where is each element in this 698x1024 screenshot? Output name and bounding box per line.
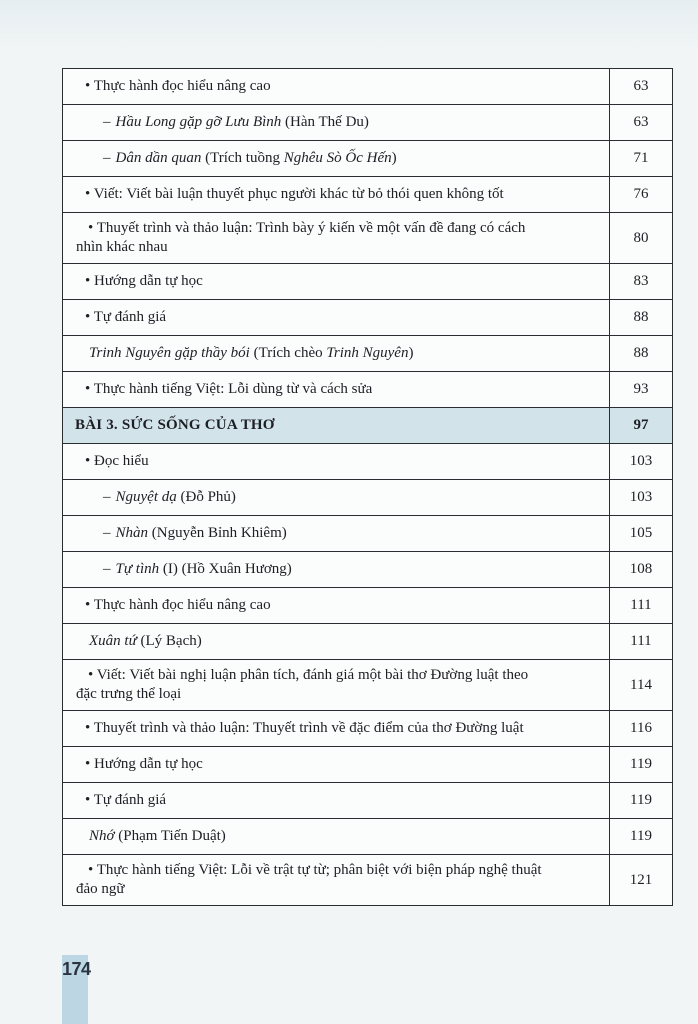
toc-row[interactable] xyxy=(63,624,673,660)
toc-entry-text: Thuyết trình và thảo luận: Thuyết trình về đặc điểm của thơ Đường luật xyxy=(93,720,524,736)
work-title: Trinh Nguyên gặp thầy bói xyxy=(89,345,250,361)
toc-entry-text: Hướng dẫn tự học xyxy=(94,273,203,289)
toc-row[interactable] xyxy=(63,711,673,747)
toc-page-number: 88 xyxy=(610,336,673,372)
dash-icon: – xyxy=(103,150,111,166)
toc-page-number: 88 xyxy=(610,300,673,336)
work-source: (Trích chèo xyxy=(249,345,327,361)
work-title: Xuân tứ xyxy=(89,633,137,649)
work-title: Tự tình xyxy=(115,561,160,577)
section-heading: BÀI 3. SỨC SỐNG CỦA THƠ xyxy=(63,408,610,444)
toc-page-number: 93 xyxy=(610,372,673,408)
toc-entry xyxy=(63,480,610,516)
bullet-icon: • xyxy=(85,720,91,736)
toc-row[interactable] xyxy=(63,516,673,552)
bullet-icon: • xyxy=(85,78,91,94)
toc-entry-text: Thuyết trình và thảo luận: Trình bày ý kiến về một vấn đề đang có cách xyxy=(96,220,526,236)
toc-entry-text: Tự đánh giá xyxy=(93,792,167,808)
toc-entry-text: Viết: Viết bài luận thuyết phục người khác từ bỏ thói quen không tốt xyxy=(93,186,504,202)
toc-entry-text-cont: nhìn khác nhau xyxy=(76,239,168,255)
page-number: 174 xyxy=(62,959,91,979)
toc-row[interactable] xyxy=(63,783,673,819)
bullet-icon: • xyxy=(85,453,91,469)
toc-entry xyxy=(63,300,610,336)
toc-row[interactable] xyxy=(63,372,673,408)
toc-row[interactable] xyxy=(63,552,673,588)
dash-icon: – xyxy=(103,489,111,505)
toc-row[interactable] xyxy=(63,588,673,624)
work-title: Nguyệt dạ xyxy=(115,489,177,505)
toc-page-number: 116 xyxy=(610,711,673,747)
toc-page-number: 114 xyxy=(610,660,673,711)
dash-icon: – xyxy=(103,561,111,577)
toc-page-number: 111 xyxy=(610,588,673,624)
toc-page-number: 108 xyxy=(610,552,673,588)
bullet-icon: • xyxy=(85,273,91,289)
toc-page-number: 105 xyxy=(610,516,673,552)
work-source-close: ) xyxy=(408,345,414,361)
work-author: (Đỗ Phủ) xyxy=(176,489,236,505)
toc-row[interactable] xyxy=(63,177,673,213)
work-author: (Lý Bạch) xyxy=(136,633,202,649)
toc-entry-text: Đọc hiểu xyxy=(94,453,149,469)
toc-entry-text: Thực hành đọc hiểu nâng cao xyxy=(93,78,271,94)
work-title: Hầu Long gặp gỡ Lưu Bình xyxy=(115,114,282,130)
bullet-icon: • xyxy=(85,186,91,202)
work-author: (I) (Hồ Xuân Hương) xyxy=(159,561,292,577)
toc-page-number: 83 xyxy=(610,264,673,300)
toc-entry xyxy=(63,516,610,552)
bullet-icon: • xyxy=(85,309,91,325)
toc-page-number: 119 xyxy=(610,819,673,855)
bullet-icon: • xyxy=(85,792,91,808)
toc-section-row[interactable] xyxy=(63,408,673,444)
toc-page-number: 80 xyxy=(610,213,673,264)
toc-page-number: 63 xyxy=(610,69,673,105)
bullet-icon: • xyxy=(85,756,91,772)
toc-row[interactable] xyxy=(63,213,673,264)
toc-entry xyxy=(63,336,610,372)
toc-row[interactable] xyxy=(63,747,673,783)
toc-entry-text: Thực hành tiếng Việt: Lỗi dùng từ và cách sửa xyxy=(93,381,373,397)
toc-page-number: 119 xyxy=(610,783,673,819)
work-title: Nhàn xyxy=(115,525,149,541)
toc-entry xyxy=(63,444,610,480)
toc-entry xyxy=(63,624,610,660)
toc-entry-text-cont: đặc trưng thể loại xyxy=(76,686,182,702)
toc-entry xyxy=(63,783,610,819)
toc-entry-text: Thực hành tiếng Việt: Lỗi về trật tự từ; phân biệt với biện pháp nghệ thuật xyxy=(96,862,542,878)
work-title: Nhớ xyxy=(89,828,115,844)
toc-entry-text: Hướng dẫn tự học xyxy=(94,756,203,772)
toc-page-number: 97 xyxy=(610,408,673,444)
toc-page-number: 63 xyxy=(610,105,673,141)
table-of-contents xyxy=(62,68,673,906)
work-source-title: Trinh Nguyên xyxy=(326,345,409,361)
bullet-icon: • xyxy=(85,381,91,397)
toc-entry-text: Thực hành đọc hiểu nâng cao xyxy=(93,597,271,613)
toc-row[interactable] xyxy=(63,264,673,300)
toc-entry-text: Viết: Viết bài nghị luận phân tích, đánh giá một bài thơ Đường luật theo xyxy=(96,667,529,683)
toc-page-number: 111 xyxy=(610,624,673,660)
toc-page-number: 76 xyxy=(610,177,673,213)
toc-entry-text-cont: đảo ngữ xyxy=(76,881,125,897)
toc-entry xyxy=(63,372,610,408)
toc-entry xyxy=(63,855,610,906)
toc-page-number: 119 xyxy=(610,747,673,783)
work-author: (Hàn Thế Du) xyxy=(281,114,369,130)
toc-row[interactable] xyxy=(63,819,673,855)
dash-icon: – xyxy=(103,114,111,130)
dash-icon: – xyxy=(103,525,111,541)
toc-row[interactable] xyxy=(63,444,673,480)
toc-page-number: 121 xyxy=(610,855,673,906)
page-top-tint xyxy=(0,0,698,50)
bullet-icon: • xyxy=(88,667,94,683)
work-author: (Nguyễn Bỉnh Khiêm) xyxy=(148,525,287,541)
toc-row[interactable] xyxy=(63,660,673,711)
toc-entry xyxy=(63,177,610,213)
bullet-icon: • xyxy=(88,220,94,236)
toc-row[interactable] xyxy=(63,141,673,177)
toc-entry xyxy=(63,660,610,711)
toc-row[interactable] xyxy=(63,300,673,336)
toc-entry xyxy=(63,105,610,141)
page-number-tab xyxy=(62,955,91,1024)
toc-row[interactable] xyxy=(63,480,673,516)
work-source: (Trích tuồng xyxy=(201,150,284,166)
toc-row[interactable] xyxy=(63,336,673,372)
toc-entry xyxy=(63,588,610,624)
toc-page-number: 71 xyxy=(610,141,673,177)
bullet-icon: • xyxy=(85,597,91,613)
toc-entry xyxy=(63,552,610,588)
toc-entry-text: Tự đánh giá xyxy=(93,309,167,325)
toc-entry xyxy=(63,711,610,747)
toc-entry xyxy=(63,213,610,264)
toc-row[interactable] xyxy=(63,69,673,105)
toc-entry xyxy=(63,141,610,177)
toc-entry xyxy=(63,819,610,855)
toc-entry xyxy=(63,69,610,105)
toc-page-number: 103 xyxy=(610,444,673,480)
toc-entry xyxy=(63,747,610,783)
toc-row[interactable] xyxy=(63,855,673,906)
toc-page-number: 103 xyxy=(610,480,673,516)
toc-row[interactable] xyxy=(63,105,673,141)
bullet-icon: • xyxy=(88,862,94,878)
work-source-close: ) xyxy=(391,150,397,166)
work-author: (Phạm Tiến Duật) xyxy=(114,828,226,844)
toc-entry xyxy=(63,264,610,300)
work-title: Dân dần quan xyxy=(115,150,202,166)
work-source-title: Nghêu Sò Ốc Hến xyxy=(283,150,392,166)
